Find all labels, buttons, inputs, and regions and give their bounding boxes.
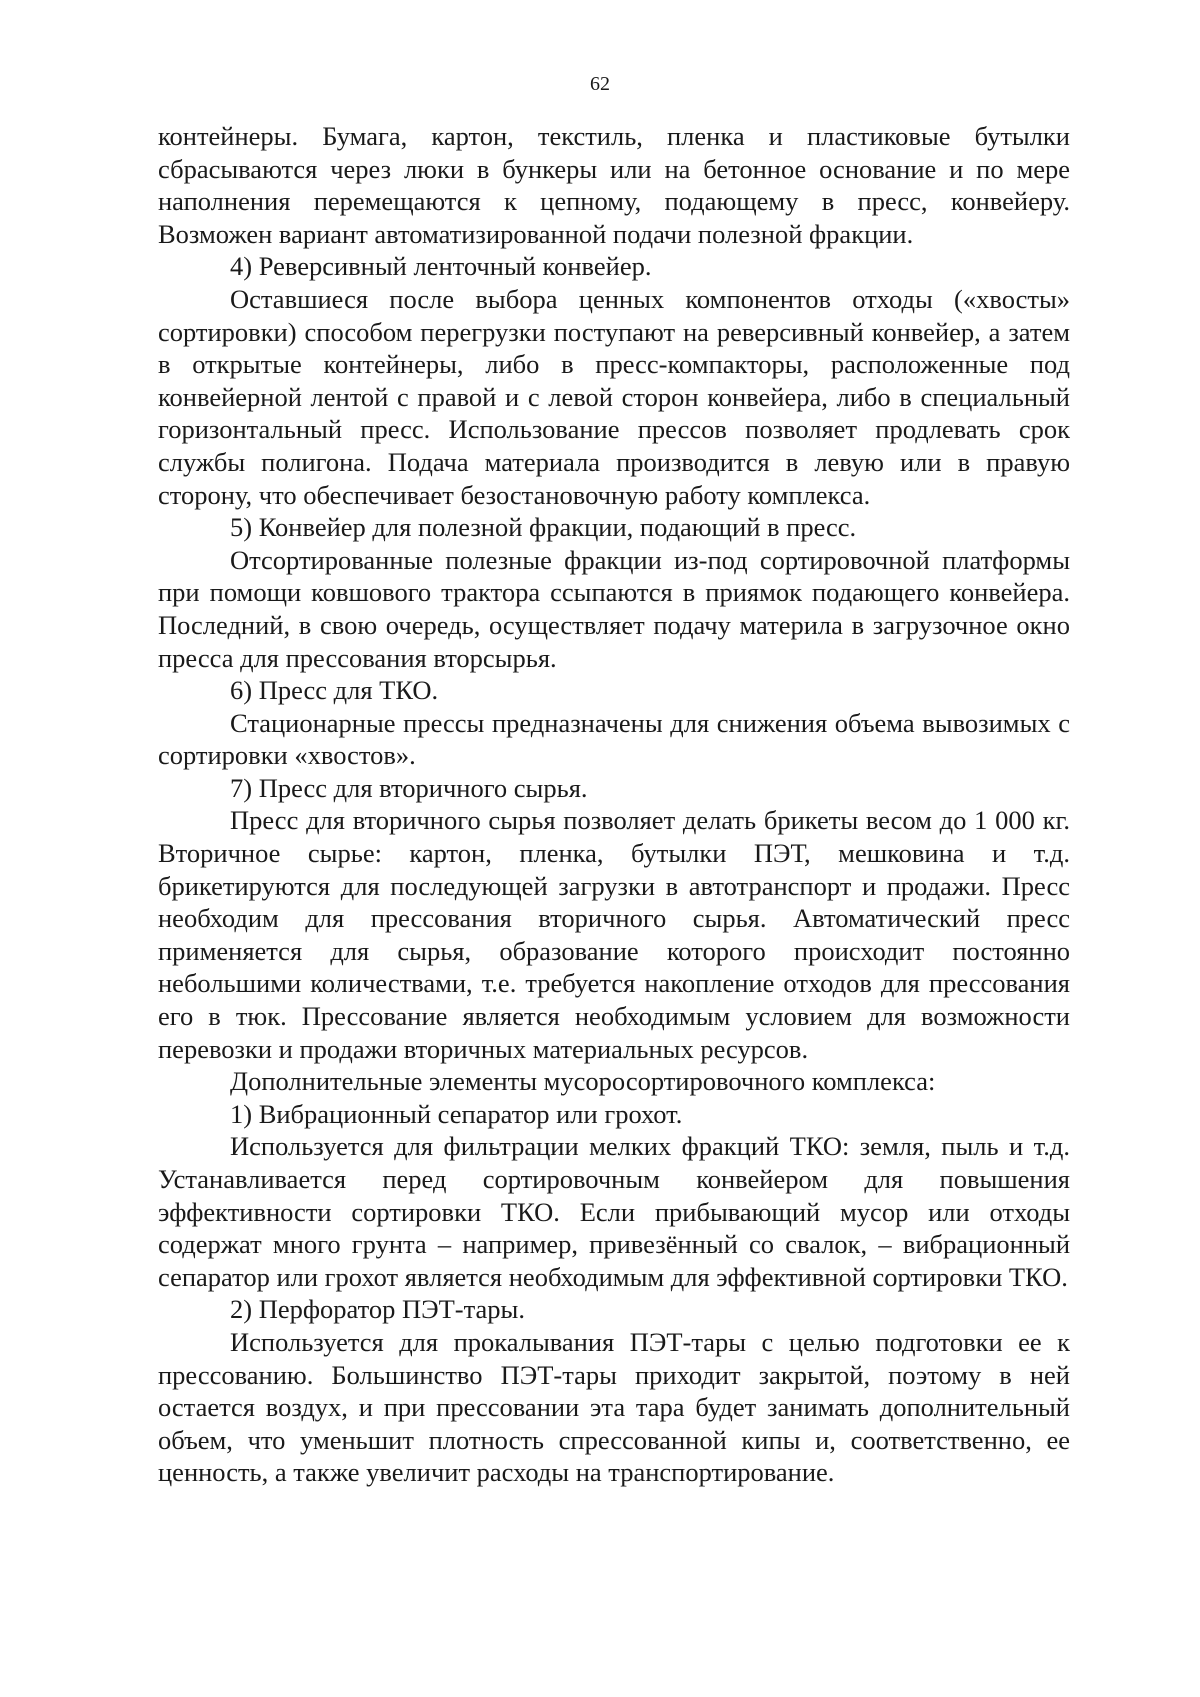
paragraph-continuation: контейнеры. Бумага, картон, текстиль, пленка и пластиковые бутылки сбрасываются через люки в бункеры или на бетонное основание и по мере наполнения перемещаются к цепному, подающему в пресс, конвейеру. Возможен вариант автоматизированной подачи полезной фракции. (158, 121, 1070, 249)
list-item-heading: 7) Пресс для вторичного сырья. (230, 772, 588, 803)
paragraph: Оставшиеся после выбора ценных компонентов отходы («хвосты» сортировки) способом перегрузки поступают на реверсивный конвейер, а затем в открытые контейнеры, либо в пресс-компакторы, расположенные под конвейерной лентой с правой и с левой сторон конвейера, либо в специальный горизонтальный пресс. Использование прессов позволяет продлевать срок службы полигона. Подача материала производится в левую или в правую сторону, что обеспечивает безостановочную работу комплекса. (158, 283, 1070, 510)
list-item-heading: 2) Перфоратор ПЭТ-тары. (230, 1294, 525, 1325)
paragraph: Отсортированные полезные фракции из-под сортировочной платформы при помощи ковшового трактора ссыпаются в приямок подающего конвейера. Последний, в свою очередь, осуществляет подачу материла в загрузочное окно пресса для прессования вторсырья. (158, 544, 1070, 673)
list-item-heading: 6) Пресс для ТКО. (230, 675, 439, 706)
paragraph: Используется для фильтрации мелких фракций ТКО: земля, пыль и т.д. Устанавливается перед сортировочным конвейером для повышения эффективности сортировки ТКО. Если прибывающий мусор или отходы содержат много грунта – например, привезённый со свалок, – вибрационный сепаратор или грохот является необходимым для эффективной сортировки ТКО. (158, 1131, 1070, 1292)
paragraph: Стационарные прессы предназначены для снижения объема вывозимых с сортировки «хвостов». (158, 707, 1070, 771)
section-intro: Дополнительные элементы мусоросортировочного комплекса: (230, 1066, 936, 1097)
paragraph: Используется для прокалывания ПЭТ-тары с целью подготовки ее к прессованию. Большинство ПЭТ-тары приходит закрытой, поэтому в ней остается воздух, и при прессовании эта тара будет занимать дополнительный объем, что уменьшит плотность спрессованной кипы и, соответственно, ее ценность, а также увеличит расходы на транспортирование. (158, 1326, 1070, 1488)
page-number: 62 (590, 73, 610, 95)
list-item-heading: 4) Реверсивный ленточный конвейер. (230, 251, 652, 282)
list-item-heading: 5) Конвейер для полезной фракции, подающий в пресс. (230, 512, 857, 543)
document-body (158, 120, 1070, 1489)
paragraph: Пресс для вторичного сырья позволяет делать брикеты весом до 1 000 кг. Вторичное сырье: картон, пленка, бутылки ПЭТ, мешковина и т.д. брикетируются для последующей загрузки в автотранспорт и продажи. Пресс необходим для прессования вторичного сырья. Автоматический пресс применяется для сырья, образование которого происходит постоянно небольшими количествами, т.е. требуется накопление отходов для прессования его в тюк. Прессование является необходимым условием для возможности перевозки и продажи вторичных материальных ресурсов. (158, 805, 1070, 1064)
list-item-heading: 1) Вибрационный сепаратор или грохот. (230, 1098, 683, 1129)
